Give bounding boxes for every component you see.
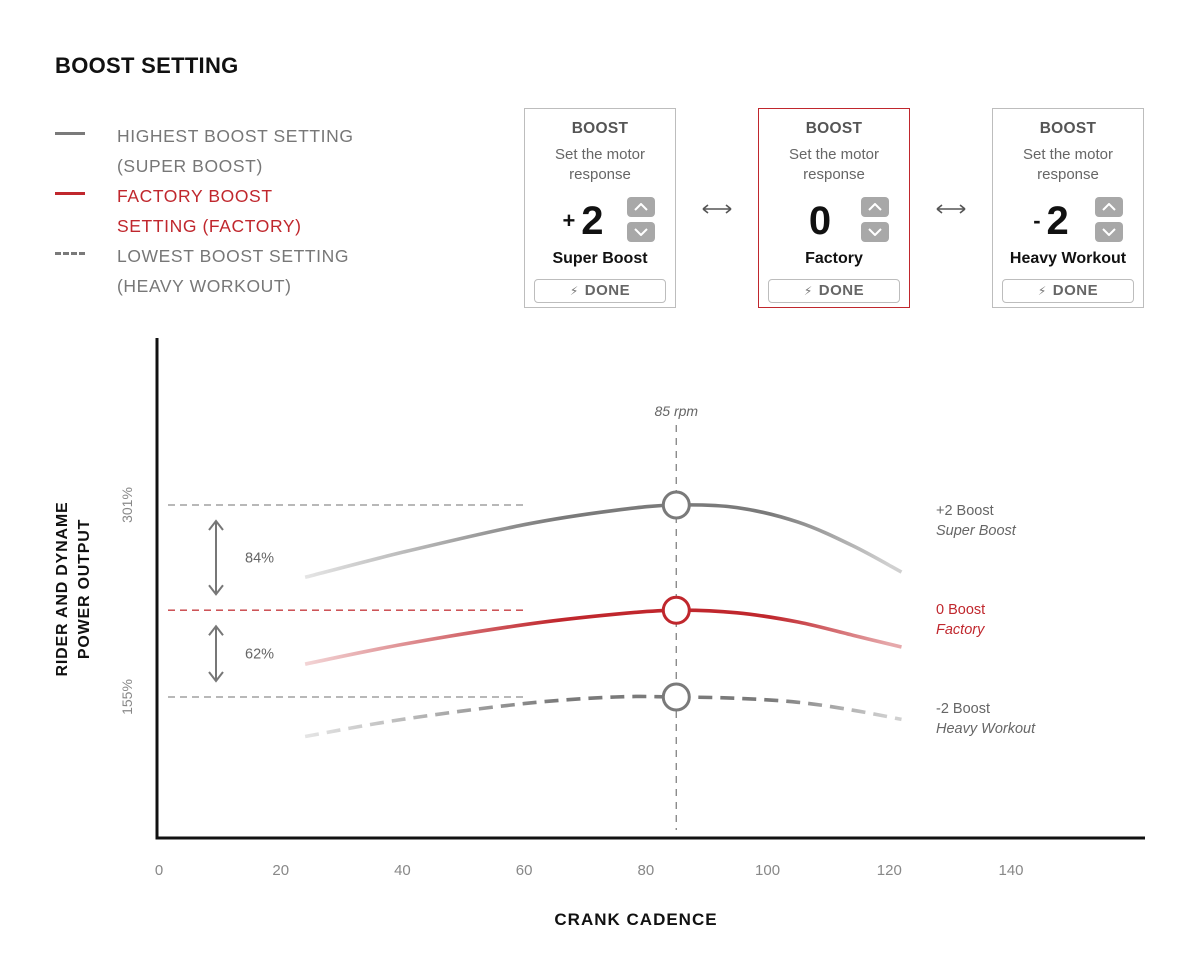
series-label-name: +2 Boost <box>936 503 994 519</box>
done-label: DONE <box>818 282 865 299</box>
x-axis-label: CRANK CADENCE <box>554 910 718 929</box>
x-tick-label: 80 <box>637 862 655 879</box>
x-tick-label: 120 <box>876 862 902 879</box>
axes <box>156 338 1146 838</box>
y-tick-label: 301% <box>119 487 135 523</box>
boost-mode-name: Super Boost <box>552 250 648 267</box>
y-axis-label-line: RIDER AND DYNAME <box>54 501 71 677</box>
legend-label-line: (SUPER BOOST) <box>117 156 263 176</box>
y-tick-label: 155% <box>119 679 135 715</box>
series-label-subname: Super Boost <box>936 523 1016 539</box>
page-title: BOOST SETTING <box>55 53 239 78</box>
x-tick-label: 140 <box>998 862 1024 879</box>
series-label-name: 0 Boost <box>936 602 986 618</box>
series-line-super-boost <box>305 505 901 577</box>
series-line-factory <box>305 610 901 664</box>
card-subtitle: Set the motor response <box>554 146 646 183</box>
peak-marker <box>663 597 689 623</box>
cadence-marker-label: 85 rpm <box>654 403 699 419</box>
y-axis-label-line: POWER OUTPUT <box>76 518 93 660</box>
done-label: DONE <box>1052 282 1099 299</box>
x-tick-label: 40 <box>394 862 411 879</box>
reference-lines <box>168 505 525 697</box>
peak-marker <box>663 684 689 710</box>
card-subtitle: Set the motor response <box>1022 146 1114 183</box>
legend-label-line: SETTING (FACTORY) <box>117 216 302 236</box>
x-tick-label: 60 <box>515 862 533 879</box>
boost-sign: - <box>1033 208 1041 233</box>
axis-labels <box>54 487 1036 929</box>
card-title: BOOST <box>1039 120 1097 137</box>
boost-number: 0 <box>808 199 832 243</box>
done-label: DONE <box>584 282 631 299</box>
annotation-percent-label: 62% <box>245 646 275 663</box>
legend-label-line: (HEAVY WORKOUT) <box>117 276 292 296</box>
series-label-name: -2 Boost <box>936 701 990 717</box>
bolt-icon: ⚡ <box>803 284 813 298</box>
legend-label-line: HIGHEST BOOST SETTING <box>117 126 354 146</box>
card-title: BOOST <box>805 120 863 137</box>
bolt-icon: ⚡ <box>1037 284 1047 298</box>
x-tick-label: 20 <box>272 862 290 879</box>
x-tick-label: 0 <box>154 862 164 879</box>
series-label-subname: Factory <box>936 622 985 638</box>
legend-label-line: LOWEST BOOST SETTING <box>117 246 350 266</box>
x-tick-label: 100 <box>755 862 781 879</box>
card-title: BOOST <box>571 120 629 137</box>
boost-number: 2 <box>1046 199 1069 243</box>
legend-label-line: FACTORY BOOST <box>117 186 273 206</box>
bolt-icon: ⚡ <box>569 284 579 298</box>
boost-number: 2 <box>581 199 604 243</box>
series-lines <box>305 492 901 737</box>
boost-mode-name: Heavy Workout <box>1009 250 1127 267</box>
percent-annotations <box>209 521 274 681</box>
peak-marker <box>663 492 689 518</box>
boost-sign: + <box>562 208 576 233</box>
annotation-percent-label: 84% <box>245 550 275 567</box>
series-line-heavy-workout <box>305 696 901 736</box>
boost-mode-name: Factory <box>805 250 863 267</box>
series-label-subname: Heavy Workout <box>936 721 1036 737</box>
card-subtitle: Set the motor response <box>788 146 880 183</box>
